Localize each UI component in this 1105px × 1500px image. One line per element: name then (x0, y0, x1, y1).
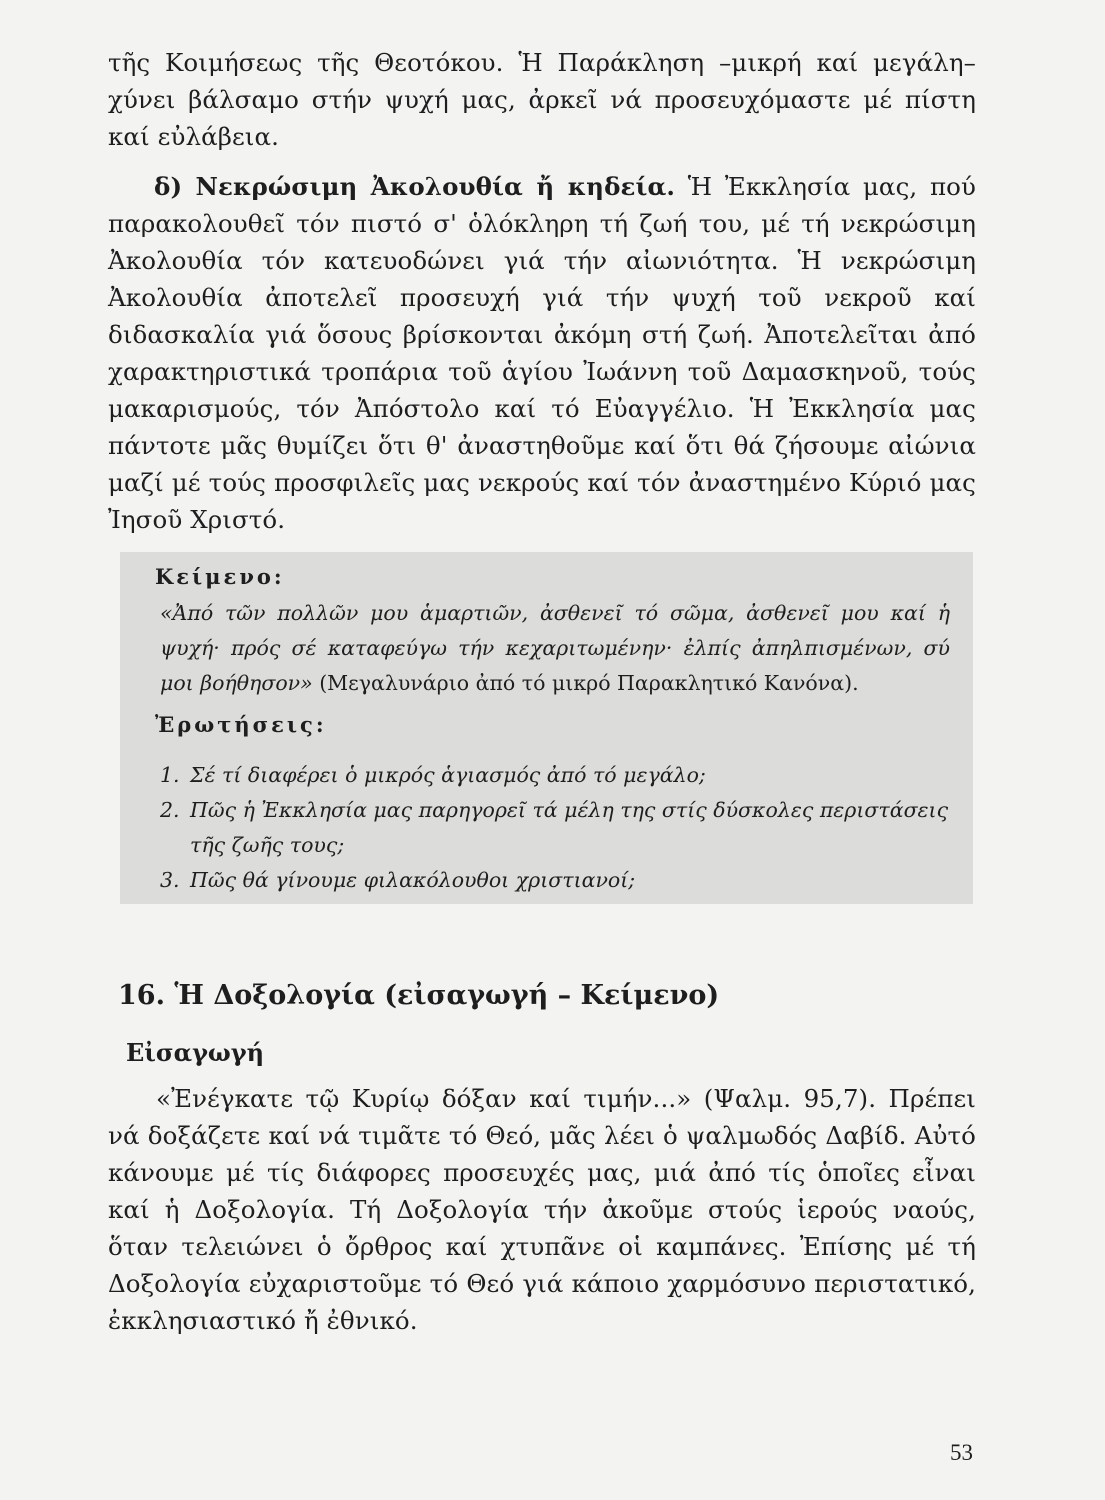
question-number: 3. (160, 868, 180, 892)
paragraph-paraklesis: τῆς Κοιμήσεως τῆς Θεοτόκου. Ἡ Παράκληση –μικρή καί μεγάλη– χύνει βάλσαμο στήν ψυχή μας, ἀρκεῖ νά προσευχόμαστε μέ πίστη καί εὐλάβεια. (108, 48, 976, 151)
funeral-service-lead: δ) Νεκρώσιμη Ἀκολουθία ἤ κηδεία. (154, 172, 676, 201)
funeral-service-body: Ἡ Ἐκκλησία μας, πού παρακολουθεῖ τόν πιστό σ' ὁλόκληρη τή ζωή του, μέ τή νεκρώσιμη Ἀκολουθία τόν κατευοδώνει γιά τήν αἰωνιότητα. Ἡ νεκρώσιμη Ἀκολουθία ἀποτελεῖ προσευχή γιά τήν ψυχή τοῦ νεκροῦ καί διδασκαλία γιά ὅσους βρίσκονται ἀκόμη στή ζωή. Ἀποτελεῖται ἀπό χαρακτηριστικά τροπάρια τοῦ ἁγίου Ἰωάννη τοῦ Δαμασκηνοῦ, τούς μακαρισμούς, τόν Ἀπόστολο καί τό Εὐαγγέλιο. Ἡ Ἐκκλησία μας πάντοτε μᾶς θυμίζει ὅτι θ' ἀναστηθοῦμε καί ὅτι θά ζήσουμε αἰώνια μαζί μέ τούς προσφιλεῖς μας νεκρούς καί τόν ἀναστημένο Κύριό μας Ἰησοῦ Χριστό. (108, 172, 976, 534)
section-subtitle: Εἰσαγωγή (126, 1038, 265, 1067)
question-item (160, 758, 950, 793)
questions-heading: Ἐρωτήσεις: (155, 712, 327, 737)
question-text: Σέ τί διαφέρει ὁ μικρός ἁγιασμός ἀπό τό μεγάλο; (190, 763, 706, 787)
paragraph-funeral-service (108, 168, 976, 538)
page-number: 53 (950, 1440, 973, 1465)
text-heading: Κείμενο: (155, 564, 285, 589)
questions-list (160, 758, 950, 898)
question-number: 2. (160, 798, 180, 822)
question-number: 1. (160, 763, 180, 787)
quote-italic: «Ἀπό τῶν πολλῶν μου ἁμαρτιῶν, ἀσθενεῖ τό σῶμα, ἀσθενεῖ μου καί ἡ ψυχή· πρός σέ καταφεύγω τήν κεχαριτωμένην· ἐλπίς ἀπηλπισμένων, σύ μοι βοήθησον» (160, 601, 950, 695)
question-text: Πῶς θά γίνουμε φιλακόλουθοι χριστιανοί; (190, 868, 636, 892)
quoted-text (160, 596, 950, 701)
question-text: Πῶς ἡ Ἐκκλησία μας παρηγορεῖ τά μέλη της στίς δύσκολες περιστάσεις τῆς ζωῆς τους; (190, 798, 949, 857)
paragraph-doxology-intro: «Ἐνέγκατε τῷ Κυρίῳ δόξαν καί τιμήν...» (Ψαλμ. 95,7). Πρέπει νά δοξάζετε καί νά τιμᾶτε τό Θεό, μᾶς λέει ὁ ψαλμωδός Δαβίδ. Αὐτό κάνουμε μέ τίς διάφορες προσευχές μας, μιά ἀπό τίς ὁποῖες εἶναι καί ἡ Δοξολογία. Τή Δοξολογία τήν ἀκοῦμε στούς ἱερούς ναούς, ὅταν τελειώνει ὁ ὄρθρος καί χτυπᾶνε οἱ καμπάνες. Ἐπίσης μέ τή Δοξολογία εὐχαριστοῦμε τό Θεό γιά κάποιο χαρμόσυνο περιστατικό, ἐκκλησιαστικό ἤ ἐθνικό. (108, 1084, 976, 1335)
question-item (160, 793, 950, 863)
section-title: 16. Ἡ Δοξολογία (εἰσαγωγή – Κείμενο) (118, 980, 720, 1011)
quote-source: (Μεγαλυνάριο ἀπό τό μικρό Παρακλητικό Κανόνα). (312, 671, 859, 695)
question-item (160, 863, 950, 898)
